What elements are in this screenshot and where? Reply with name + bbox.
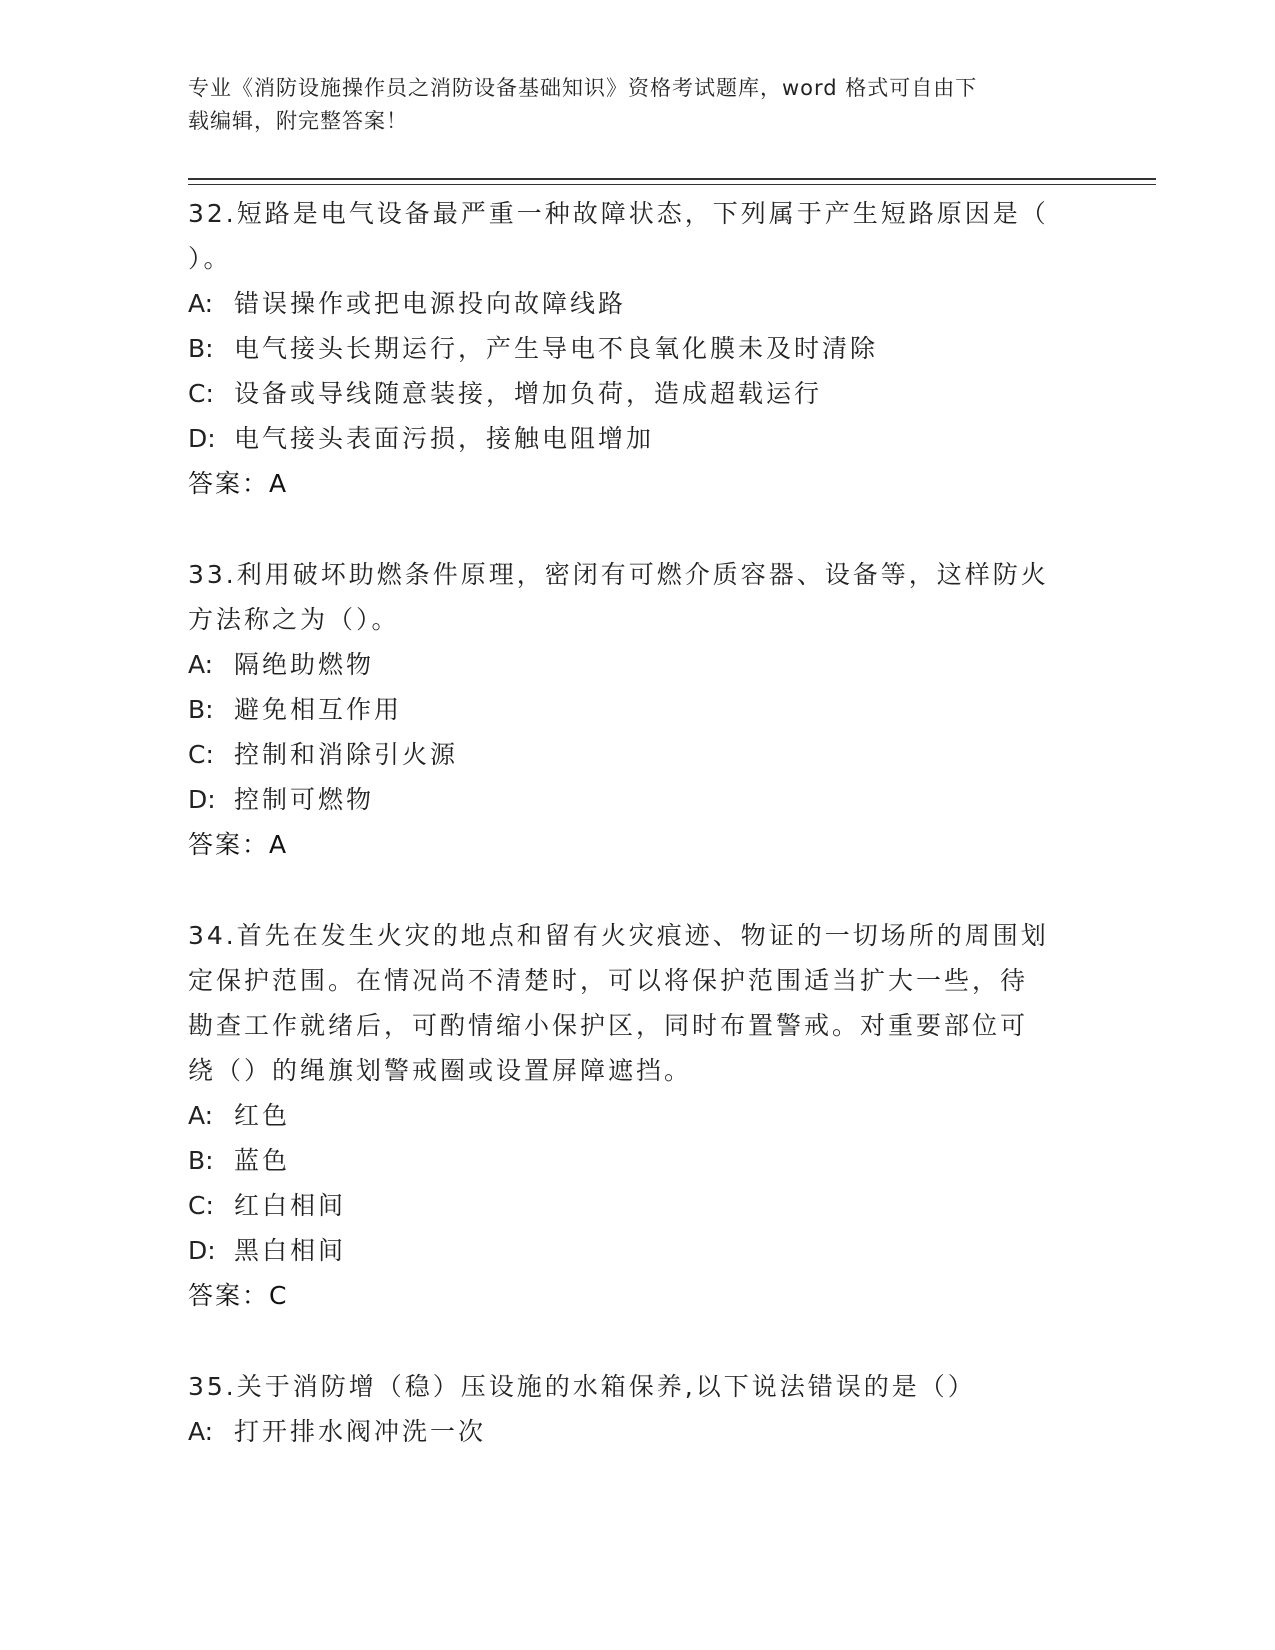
question-text: 方法称之为（）。 [188, 605, 400, 634]
option-a [188, 1093, 1088, 1138]
option-text: 电气接头表面污损，接触电阻增加 [234, 424, 655, 453]
question-33 [188, 552, 1088, 867]
header-line-2: 载编辑，附完整答案！ [188, 109, 408, 133]
option-key: C: [188, 379, 214, 408]
document-header [188, 72, 1088, 138]
question-text: 33.利用破坏助燃条件原理，密闭有可燃介质容器、设备等，这样防火 [188, 560, 1049, 589]
question-34 [188, 913, 1088, 1318]
option-key: B: [188, 1146, 214, 1175]
header-divider-thick [188, 178, 1156, 180]
question-list [188, 191, 1088, 1500]
option-b [188, 1138, 1088, 1183]
option-text: 设备或导线随意装接，增加负荷，造成超载运行 [234, 379, 823, 408]
option-key: B: [188, 334, 214, 363]
option-text: 电气接头长期运行，产生导电不良氧化膜未及时清除 [234, 334, 879, 363]
question-text: 35.关于消防增（稳）压设施的水箱保养,以下说法错误的是（） [188, 1372, 976, 1401]
option-b [188, 687, 1088, 732]
option-d [188, 416, 1088, 461]
question-text: ）。 [188, 244, 232, 273]
header-line-1: 专业《消防设施操作员之消防设备基础知识》资格考试题库，word 格式可自由下 [188, 76, 978, 100]
question-text: 勘查工作就绪后，可酌情缩小保护区，同时布置警戒。对重要部位可 [188, 1011, 1029, 1040]
option-text: 控制可燃物 [234, 785, 375, 814]
question-text: 定保护范围。在情况尚不清楚时，可以将保护范围适当扩大一些，待 [188, 966, 1029, 995]
option-text: 控制和消除引火源 [234, 740, 459, 769]
option-a [188, 281, 1088, 326]
option-text: 避免相互作用 [234, 695, 403, 724]
option-d [188, 1228, 1088, 1273]
question-text: 32.短路是电气设备最严重一种故障状态，下列属于产生短路原因是（ [188, 199, 1049, 228]
question-text: 34.首先在发生火灾的地点和留有火灾痕迹、物证的一切场所的周围划 [188, 921, 1049, 950]
option-key: A: [188, 1101, 214, 1130]
option-key: A: [188, 650, 214, 679]
option-text: 红色 [234, 1101, 291, 1130]
option-text: 隔绝助燃物 [234, 650, 375, 679]
option-c [188, 1183, 1088, 1228]
option-c [188, 732, 1088, 777]
option-key: B: [188, 695, 214, 724]
option-key: D: [188, 424, 216, 453]
question-text: 绕（）的绳旗划警戒圈或设置屏障遮挡。 [188, 1056, 693, 1085]
option-d [188, 777, 1088, 822]
option-text: 错误操作或把电源投向故障线路 [234, 289, 627, 318]
option-b [188, 326, 1088, 371]
option-text: 黑白相间 [234, 1236, 347, 1265]
answer: 答案：A [188, 830, 289, 859]
answer: 答案：C [188, 1281, 289, 1310]
option-key: D: [188, 1236, 216, 1265]
option-key: A: [188, 1417, 214, 1446]
option-c [188, 371, 1088, 416]
option-a [188, 642, 1088, 687]
option-a [188, 1409, 1088, 1454]
option-key: C: [188, 1191, 214, 1220]
option-text: 红白相间 [234, 1191, 347, 1220]
header-divider-thin [188, 184, 1156, 185]
option-text: 打开排水阀冲洗一次 [234, 1417, 487, 1446]
option-key: A: [188, 289, 214, 318]
question-32 [188, 191, 1088, 506]
option-key: D: [188, 785, 216, 814]
option-text: 蓝色 [234, 1146, 291, 1175]
answer: 答案：A [188, 469, 289, 498]
question-35 [188, 1364, 1088, 1454]
option-key: C: [188, 740, 214, 769]
